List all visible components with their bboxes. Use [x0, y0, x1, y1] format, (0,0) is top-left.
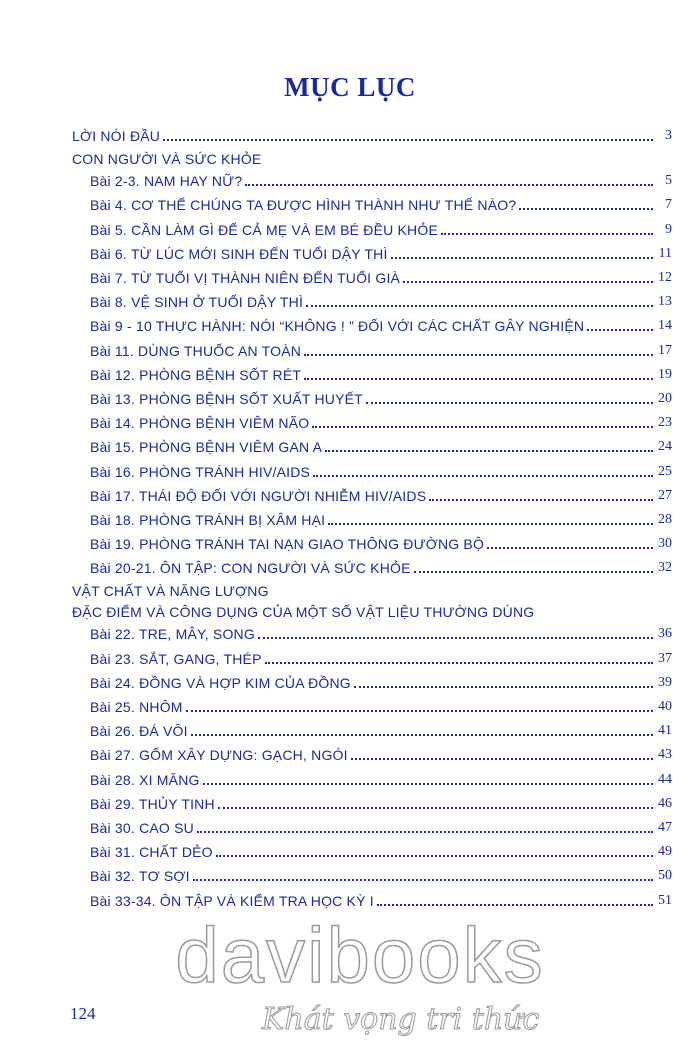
toc-entry-page: 41	[658, 723, 672, 739]
dot-leader	[193, 879, 653, 881]
toc-entry	[72, 532, 672, 556]
toc-entry-title: Bài 15. PHÒNG BỆNH VIÊM GAN A	[90, 439, 323, 456]
toc-entry-page: 14	[658, 318, 672, 334]
toc-entry-page: 12	[658, 270, 672, 286]
dot-leader	[519, 208, 653, 210]
toc-entry	[72, 484, 672, 508]
toc-entry-page: 43	[658, 747, 672, 763]
dot-leader	[203, 783, 653, 785]
toc-entry-page: 25	[658, 463, 672, 479]
toc-entry-title: Bài 8. VỆ SINH Ở TUỔI DẬY THÌ	[90, 294, 304, 311]
dot-leader	[313, 475, 653, 477]
toc-entry-title: Bài 5. CẦN LÀM GÌ ĐỂ CẢ MẸ VÀ EM BÉ ĐỀU KHỎE	[90, 221, 438, 238]
dot-leader	[441, 233, 653, 235]
toc-entry	[72, 218, 672, 242]
toc-entry-page: 5	[665, 173, 672, 189]
toc-entry-page: 49	[658, 844, 672, 860]
toc-entry-title: Bài 12. PHÒNG BỆNH SỐT RÉT	[90, 366, 302, 383]
toc-entry-title: Bài 23. SẮT, GANG, THÉP	[90, 650, 262, 667]
dot-leader	[306, 305, 653, 307]
toc-entry	[72, 743, 672, 767]
toc-entry-page: 27	[658, 487, 672, 503]
toc-entry	[72, 792, 672, 816]
toc-entry-title: Bài 6. TỪ LÚC MỚI SINH ĐẾN TUỔI DẬY THÌ	[90, 245, 388, 262]
toc-entry	[72, 556, 672, 580]
toc-entry	[72, 864, 672, 888]
toc-entry	[72, 290, 672, 314]
toc-entry-page: 40	[658, 699, 672, 715]
toc-entry	[72, 888, 672, 912]
toc-entry-title: Bài 14. PHÒNG BỆNH VIÊM NÃO	[90, 415, 310, 432]
toc-entry-title: Bài 27. GỐM XÂY DỰNG: GẠCH, NGÓI	[90, 747, 348, 764]
dot-leader	[587, 329, 653, 331]
toc-section-heading	[72, 580, 672, 601]
toc-entry	[72, 363, 672, 387]
dot-leader	[328, 523, 653, 525]
toc-entry-page: 7	[665, 197, 672, 213]
toc-entry-page: 36	[658, 626, 672, 642]
toc-entry-page: 3	[665, 128, 672, 144]
toc-entry-page: 20	[658, 390, 672, 406]
dot-leader	[191, 734, 653, 736]
dot-leader	[377, 904, 653, 906]
toc-entry-title: Bài 16. PHÒNG TRÁNH HIV/AIDS	[90, 463, 311, 480]
toc-entry-title: Bài 29. THỦY TINH	[90, 795, 215, 812]
dot-leader	[304, 354, 653, 356]
toc-section-heading	[72, 601, 672, 622]
dot-leader	[163, 139, 653, 141]
toc-entry	[72, 387, 672, 411]
watermark-slogan: Khát vọng tri thức	[262, 1002, 540, 1037]
toc-entry-title: Bài 2-3. NAM HAY NỮ?	[90, 173, 243, 190]
toc-entry	[72, 508, 672, 532]
toc-entry-title: Bài 13. PHÒNG BỆNH SỐT XUẤT HUYẾT	[90, 390, 363, 407]
toc-entry	[72, 459, 672, 483]
toc-entry-title: Bài 11. DÙNG THUỐC AN TOÀN	[90, 342, 302, 359]
toc-entry-title: ĐẶC ĐIỂM VÀ CÔNG DỤNG CỦA MỘT SỐ VẬT LIỆU THƯỜNG DÙNG	[72, 603, 535, 620]
toc-entry-page: 47	[658, 819, 672, 835]
toc-entry	[72, 695, 672, 719]
toc-entry-title: Bài 7. TỪ TUỔI VỊ THÀNH NIÊN ĐẾN TUỔI GIÀ	[90, 270, 401, 287]
dot-leader	[265, 662, 653, 664]
toc-entry-title: Bài 18. PHÒNG TRÁNH BỊ XÂM HẠI	[90, 511, 326, 528]
toc-entry-title: Bài 33-34. ÔN TẬP VÀ KIỂM TRA HỌC KỲ I	[90, 892, 374, 909]
toc-entry	[72, 242, 672, 266]
toc-entry-title: Bài 25. NHÔM	[90, 699, 183, 716]
toc-section-heading	[72, 124, 672, 148]
toc-entry-page: 51	[658, 892, 672, 908]
dot-leader	[245, 184, 653, 186]
dot-leader	[216, 855, 653, 857]
toc-entry-title: VẬT CHẤT VÀ NĂNG LƯỢNG	[72, 582, 269, 599]
dot-leader	[218, 807, 653, 809]
toc-entry	[72, 840, 672, 864]
toc-entry-title: Bài 28. XI MĂNG	[90, 771, 200, 788]
toc-entry	[72, 314, 672, 338]
dot-leader	[312, 426, 653, 428]
dot-leader	[403, 281, 653, 283]
toc-entry-title: Bài 4. CƠ THỂ CHÚNG TA ĐƯỢC HÌNH THÀNH NHƯ THẾ NÀO?	[90, 197, 517, 214]
toc-entry-page: 30	[658, 536, 672, 552]
toc-entry-page: 46	[658, 795, 672, 811]
toc-entry-page: 11	[658, 245, 672, 261]
toc-entry-page: 9	[665, 221, 672, 237]
dot-leader	[366, 402, 653, 404]
toc-entry-page: 50	[658, 868, 672, 884]
toc-entry-title: Bài 24. ĐỒNG VÀ HỢP KIM CỦA ĐỒNG	[90, 674, 351, 691]
dot-leader	[325, 450, 653, 452]
toc-entry	[72, 339, 672, 363]
dot-leader	[258, 637, 653, 639]
toc-entry-title: LỜI NÓI ĐẦU	[72, 128, 161, 145]
dot-leader	[304, 378, 653, 380]
toc-entry-page: 37	[658, 650, 672, 666]
toc-entry-page: 28	[658, 511, 672, 527]
toc-entry-title: Bài 32. TƠ SỢI	[90, 868, 190, 885]
dot-leader	[414, 571, 653, 573]
page-title: MỤC LỤC	[284, 72, 416, 102]
toc-entry-title: Bài 30. CAO SU	[90, 819, 194, 836]
toc-entry-page: 32	[658, 560, 672, 576]
dot-leader	[197, 831, 653, 833]
toc-entry-title: Bài 26. ĐÁ VÔI	[90, 723, 188, 740]
toc-section-heading	[72, 148, 672, 169]
toc-entry	[72, 411, 672, 435]
toc-entry	[72, 169, 672, 193]
toc-entry-title: Bài 19. PHÒNG TRÁNH TAI NẠN GIAO THÔNG ĐƯỜNG BỘ	[90, 536, 485, 553]
dot-leader	[391, 257, 653, 259]
toc-entry-title: Bài 20-21. ÔN TẬP: CON NGƯỜI VÀ SỨC KHỎE	[90, 560, 411, 577]
toc-entry-title: Bài 17. THÁI ĐỘ ĐỐI VỚI NGƯỜI NHIỄM HIV/AIDS	[90, 487, 427, 504]
toc-entry-title: Bài 22. TRE, MÂY, SONG	[90, 626, 255, 643]
toc-entry	[72, 647, 672, 671]
toc-entry	[72, 671, 672, 695]
page-number: 124	[70, 1004, 96, 1023]
toc-entry	[72, 435, 672, 459]
toc-entry	[72, 622, 672, 646]
toc-entry	[72, 768, 672, 792]
dot-leader	[429, 499, 653, 501]
table-of-contents	[72, 124, 672, 913]
toc-entry-page: 44	[658, 771, 672, 787]
toc-entry-page: 19	[658, 366, 672, 382]
toc-entry	[72, 719, 672, 743]
watermark-logo-text: davibooks	[175, 911, 545, 999]
toc-entry-page: 24	[658, 439, 672, 455]
dot-leader	[354, 686, 653, 688]
toc-entry-title: CON NGƯỜI VÀ SỨC KHỎE	[72, 150, 262, 167]
toc-entry	[72, 193, 672, 217]
dot-leader	[186, 710, 653, 712]
toc-entry-page: 23	[658, 415, 672, 431]
toc-entry-title: Bài 9 - 10 THỰC HÀNH: NÓI “KHÔNG ! ” ĐỐI VỚI CÁC CHẤT GÂY NGHIỆN	[90, 318, 585, 335]
toc-entry-page: 13	[658, 294, 672, 310]
toc-entry-title: Bài 31. CHẤT DẺO	[90, 844, 213, 861]
dot-leader	[351, 758, 653, 760]
toc-entry	[72, 816, 672, 840]
toc-entry-page: 17	[658, 342, 672, 358]
dot-leader	[487, 547, 653, 549]
toc-entry-page: 39	[658, 674, 672, 690]
toc-entry	[72, 266, 672, 290]
